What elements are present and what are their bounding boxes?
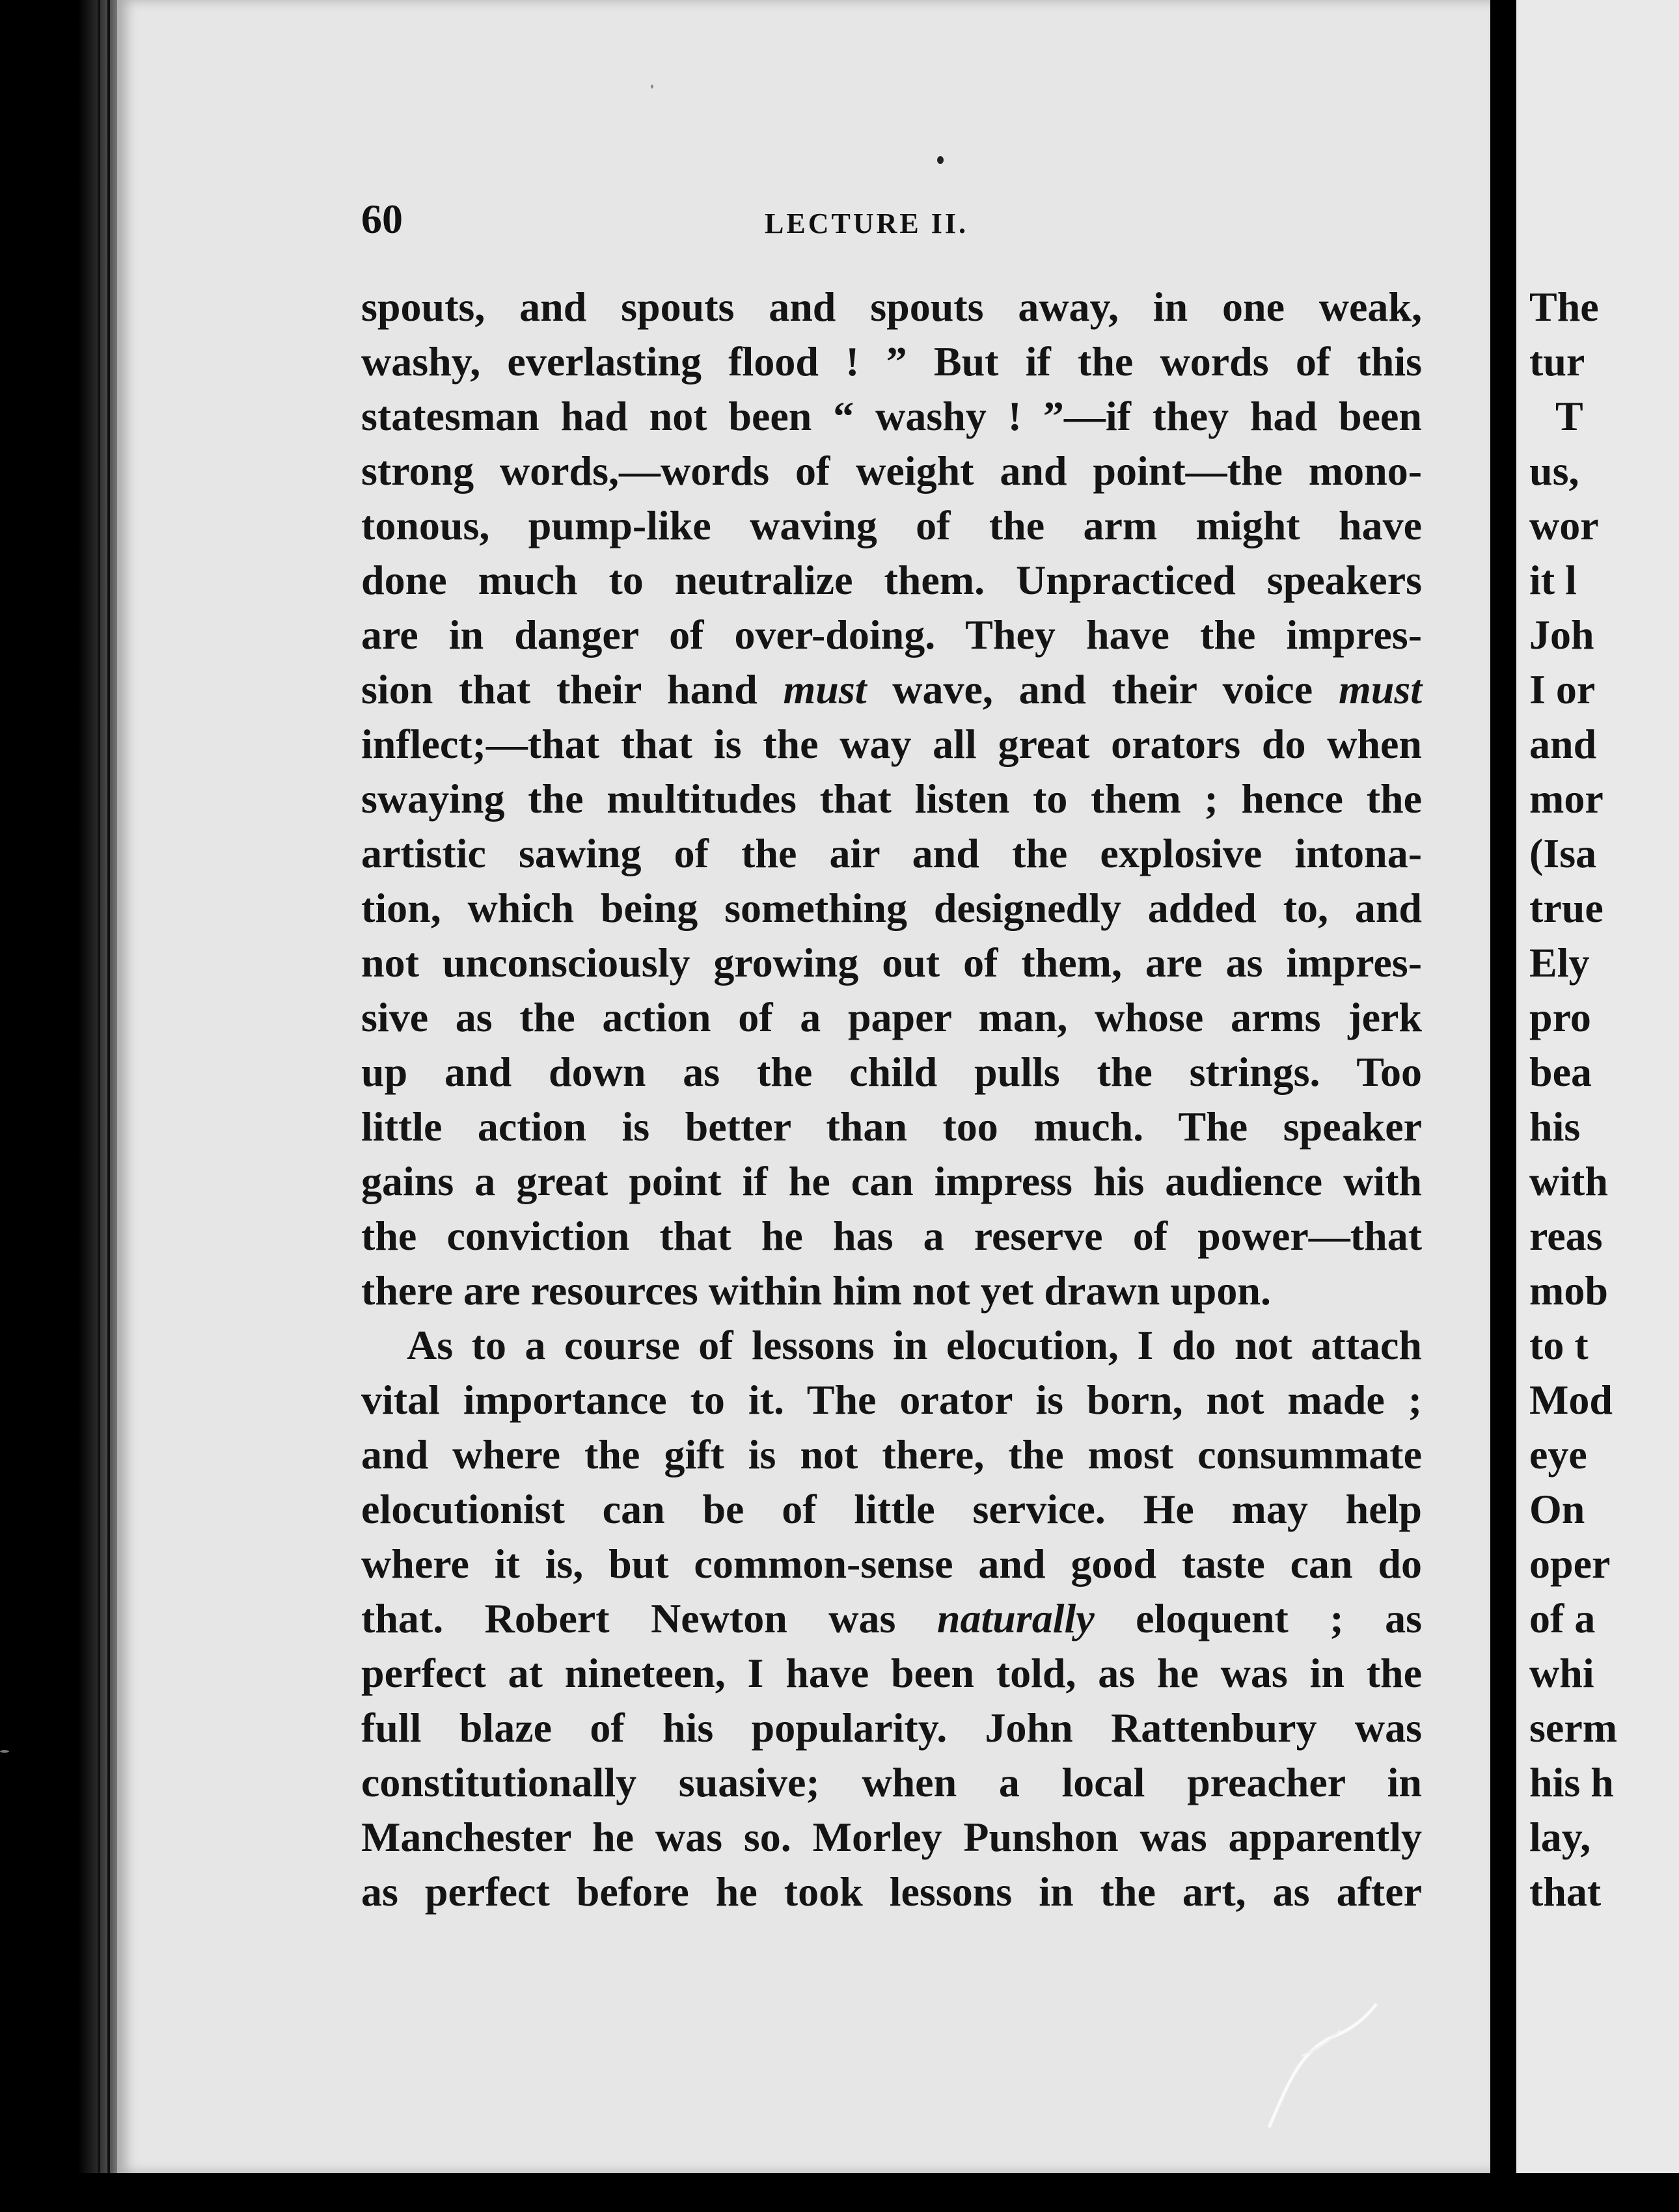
page-body-text [361, 280, 1422, 1919]
text-line: gains a great point if he can impress his audience with [361, 1158, 1422, 1204]
facing-text-line: true [1529, 885, 1604, 931]
text-line: the conviction that he has a reserve of power—that [361, 1213, 1422, 1259]
running-head [361, 195, 1422, 247]
facing-page-text [1529, 280, 1679, 1919]
text-line: tion, which being something designedly added to, and [361, 885, 1422, 931]
facing-text-line: Mod [1529, 1377, 1613, 1423]
facing-text-line: whi [1529, 1650, 1594, 1696]
italic-run: naturally [936, 1595, 1095, 1641]
italic-run: must [1338, 666, 1423, 712]
running-title: LECTURE II. [765, 208, 968, 239]
text-line: not unconsciously growing out of them, are as impres- [361, 939, 1422, 986]
facing-text-line: reas [1529, 1213, 1603, 1259]
text-line: artistic sawing of the air and the explosive intona- [361, 830, 1422, 876]
text-line: strong words,—words of weight and point—the mono- [361, 448, 1422, 494]
text-line: as perfect before he took lessons in the art, as after [361, 1868, 1422, 1915]
facing-text-line: with [1529, 1158, 1608, 1204]
facing-text-line: Joh [1529, 612, 1594, 658]
facing-text-line: mob [1529, 1267, 1608, 1314]
text-line: inflect;—that that is the way all great orators do when [361, 721, 1422, 767]
facing-text-line: wor [1529, 502, 1599, 548]
facing-text-line: The [1529, 284, 1599, 330]
facing-text-line: of a [1529, 1595, 1596, 1641]
text-line: Manchester he was so. Morley Punshon was apparently [361, 1814, 1422, 1860]
facing-text-line: bea [1529, 1049, 1592, 1095]
ink-speck [651, 85, 653, 88]
paper-scratch-mark [1263, 1991, 1380, 2134]
binding-edge-line [98, 0, 100, 2212]
text-run: that. Robert Newton was [361, 1595, 937, 1641]
facing-text-line: Ely [1529, 939, 1590, 986]
facing-text-line: eye [1529, 1431, 1587, 1477]
text-line: and where the gift is not there, the most consummate [361, 1431, 1422, 1477]
facing-text-line: that [1529, 1868, 1602, 1915]
facing-text-line: On [1529, 1486, 1585, 1532]
text-line: sive as the action of a paper man, whose arms jerk [361, 994, 1422, 1040]
text-line: tonous, pump-like waving of the arm might have [361, 502, 1422, 548]
facing-text-line: tur [1529, 338, 1585, 384]
text-line: washy, everlasting flood ! ” But if the words of this [361, 338, 1422, 384]
facing-text-line: (Isa [1529, 830, 1597, 876]
text-line [361, 1591, 1422, 1646]
text-line: constitutionally suasive; when a local preacher in [361, 1759, 1422, 1805]
text-line: perfect at nineteen, I have been told, as he was in the [361, 1650, 1422, 1696]
scan-bottom-edge [0, 2173, 1679, 2212]
text-line: spouts, and spouts and spouts away, in one weak, [361, 284, 1422, 330]
text-line: little action is better than too much. The speaker [361, 1103, 1422, 1150]
text-line: As to a course of lessons in elocution, I do not attach [407, 1322, 1422, 1368]
facing-text-line: his [1529, 1103, 1581, 1150]
italic-run: must [783, 666, 867, 712]
text-line: vital importance to it. The orator is born, not made ; [361, 1377, 1422, 1423]
facing-text-line: it l [1529, 557, 1577, 603]
text-run: wave, and their voice [866, 666, 1339, 712]
ink-speck [0, 1750, 9, 1753]
text-line: elocutionist can be of little service. He may help [361, 1486, 1422, 1532]
ink-speck [937, 156, 944, 164]
text-line: there are resources within him not yet drawn upon. [361, 1267, 1271, 1314]
facing-text-line: to t [1529, 1322, 1589, 1368]
facing-text-line: his h [1529, 1759, 1614, 1805]
facing-text-line: lay, [1529, 1814, 1591, 1860]
facing-text-line: pro [1529, 994, 1591, 1040]
text-line: swaying the multitudes that listen to them ; hence the [361, 776, 1422, 822]
text-line: done much to neutralize them. Unpracticed speakers [361, 557, 1422, 603]
facing-text-line: us, [1529, 448, 1579, 494]
text-run: eloquent ; as [1094, 1595, 1423, 1641]
text-line [361, 662, 1422, 717]
facing-text-line: I or [1529, 666, 1596, 712]
page-number: 60 [361, 196, 403, 242]
text-line: statesman had not been “ washy ! ”—if they had been [361, 393, 1422, 439]
facing-text-line: serm [1529, 1705, 1618, 1751]
binding-edge-line [107, 0, 110, 2212]
facing-text-line: and [1529, 721, 1597, 767]
text-line: are in danger of over-doing. They have the impres- [361, 612, 1422, 658]
text-line: where it is, but common-sense and good taste can do [361, 1541, 1422, 1587]
facing-text-line: T [1555, 393, 1583, 439]
page-gutter [1490, 0, 1516, 2212]
book-binding [0, 0, 124, 2212]
facing-text-line: oper [1529, 1541, 1611, 1587]
text-run: sion that their hand [361, 666, 784, 712]
text-line: up and down as the child pulls the strings. Too [361, 1049, 1422, 1095]
facing-text-line: mor [1529, 776, 1604, 822]
text-line: full blaze of his popularity. John Rattenbury was [361, 1705, 1422, 1751]
